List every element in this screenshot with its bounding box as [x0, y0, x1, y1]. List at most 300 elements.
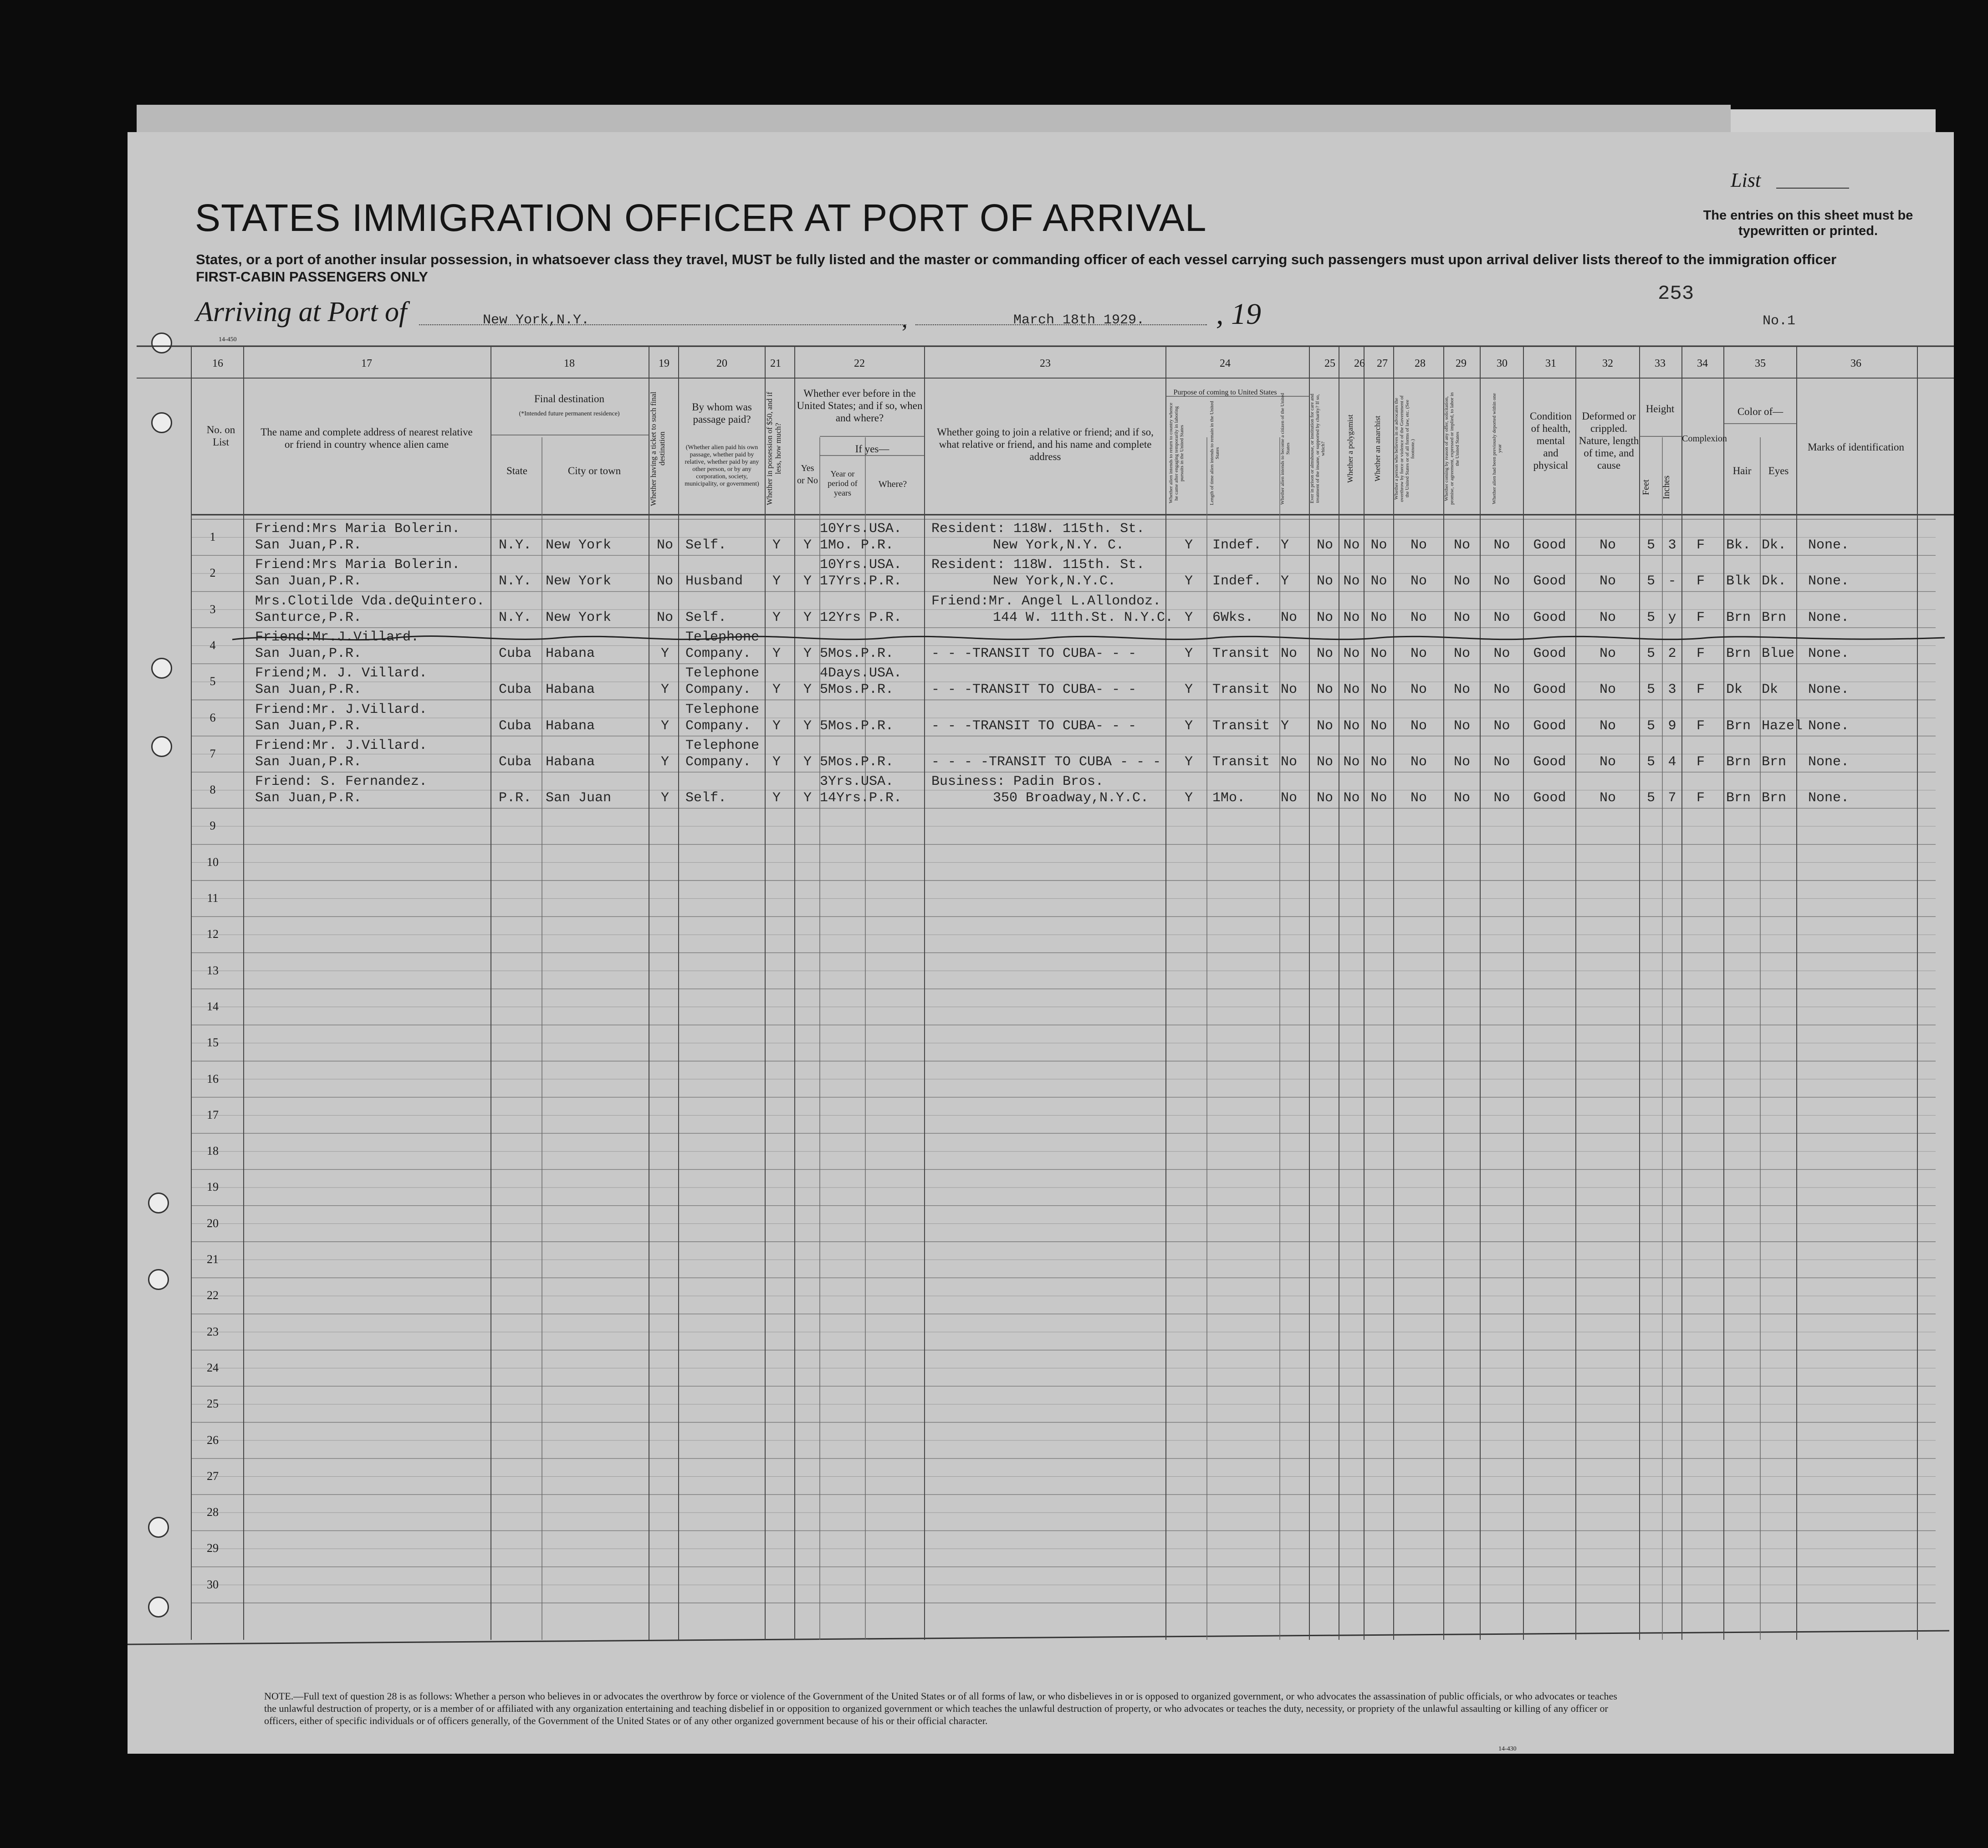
cell-b: Indef. [1212, 573, 1262, 589]
cell-a: Y [1184, 790, 1193, 806]
cell-marks: None. [1808, 645, 1850, 661]
cell-c22: Y [803, 754, 812, 770]
cell-c26: No [1343, 754, 1360, 770]
year-prefix: , 19 [1216, 297, 1261, 331]
column-number: 36 [1850, 358, 1861, 369]
cell-c30: No [1493, 682, 1510, 698]
cell-eyes: Brn [1762, 754, 1787, 770]
cell-ticket: No [656, 609, 673, 625]
cell-c28: No [1410, 682, 1427, 698]
cell-c26: No [1343, 682, 1360, 698]
cell-c32: No [1599, 790, 1616, 806]
cell-c32: No [1599, 609, 1616, 625]
cell-c31: Good [1533, 682, 1566, 698]
header-c34: Complexion [1682, 434, 1727, 444]
row-number: 15 [207, 1036, 219, 1049]
cell-paid: Telephone [685, 701, 760, 717]
cell-join1: - - -TRANSIT TO CUBA- - - [931, 718, 1137, 734]
cell-c25: No [1316, 538, 1333, 553]
cell-c30: No [1493, 718, 1510, 734]
cell-feet: 5 [1646, 609, 1655, 625]
cell-c25: No [1316, 645, 1333, 661]
cell-inches: - [1668, 573, 1676, 589]
row-number: 2 [210, 566, 216, 580]
column-number: 19 [659, 358, 669, 369]
column-number: 31 [1545, 358, 1556, 369]
header-c21: Whether in possession of $50, and if less, how much? [765, 392, 782, 506]
cell-hair: Brn [1726, 790, 1751, 806]
cell-c: No [1281, 609, 1298, 625]
cell-comp: F [1697, 573, 1705, 589]
cell-c30: No [1493, 754, 1510, 770]
cell-friend2: San Juan,P.R. [255, 573, 362, 589]
cell-a: Y [1184, 682, 1193, 698]
column-number: 18 [564, 358, 575, 369]
header-c24c: Whether alien intends to become a citizen of the United States [1280, 393, 1291, 505]
cell-paid: Self. [685, 790, 727, 806]
cell-c25: No [1316, 573, 1333, 589]
header-c35-eyes: Eyes [1768, 465, 1789, 476]
cell-c25: No [1316, 682, 1333, 698]
cell-c22: Y [803, 718, 812, 734]
cell-join2: New York,N.Y. C. [993, 538, 1124, 553]
cell-eyes: Blue [1762, 645, 1795, 661]
header-c31: Condition of health, mental and physical [1529, 410, 1572, 471]
cell-comp: F [1697, 645, 1705, 661]
cell-state: N.Y. [499, 609, 532, 625]
cell-join1: Friend:Mr. Angel L.Allondoz. [931, 593, 1161, 609]
row-number: 1 [210, 530, 216, 543]
cell-c29: No [1453, 538, 1470, 553]
cell-join2: 350 Broadway,N.Y.C. [993, 790, 1149, 806]
header-c35-hair: Hair [1732, 465, 1752, 476]
cell-friend1: Friend: S. Fernandez. [255, 774, 428, 790]
cell-b: Transit [1212, 682, 1270, 698]
cell-ticket: Y [660, 790, 669, 806]
column-number: 34 [1697, 358, 1708, 369]
cell-ticket: No [656, 573, 673, 589]
column-number: 20 [716, 358, 727, 369]
strike-through-line [232, 631, 1945, 645]
cell-c32: No [1599, 682, 1616, 698]
cell-feet: 5 [1646, 718, 1655, 734]
column-number: 35 [1755, 358, 1766, 369]
page-number: 253 [1658, 282, 1694, 305]
cell-c21: Y [772, 573, 781, 589]
header-c35: Color of— [1737, 406, 1784, 417]
cell-b: Transit [1212, 645, 1270, 661]
cell-a: Y [1184, 645, 1193, 661]
cell-friend1: Friend;M. J. Villard. [255, 665, 428, 681]
form-code: 14-450 [219, 336, 237, 343]
header-c24b: Length of time alien intends to remain in the United States [1209, 401, 1220, 506]
header-c22: Whether ever before in the United States; and if so, when and where? [797, 388, 923, 424]
cell-a: Y [1184, 538, 1193, 553]
cell-c26: No [1343, 645, 1360, 661]
cell-join1: - - -TRANSIT TO CUBA- - - [931, 682, 1137, 698]
cell-c22: Y [803, 645, 812, 661]
cell-city: New York [546, 609, 612, 625]
cell-c32: No [1599, 538, 1616, 553]
cell-friend2: Santurce,P.R. [255, 609, 362, 625]
cell-state: Cuba [499, 645, 532, 661]
row-number: 7 [210, 747, 216, 760]
cell-c26: No [1343, 790, 1360, 806]
row-number: 14 [207, 999, 219, 1013]
cell-c30: No [1493, 645, 1510, 661]
cell-c31: Good [1533, 790, 1566, 806]
separator-comma: , [902, 307, 908, 332]
cell-c31: Good [1533, 754, 1566, 770]
cell-state: N.Y. [499, 573, 532, 589]
cell-c28: No [1410, 718, 1427, 734]
cell-comp: F [1697, 718, 1705, 734]
cell-c29: No [1453, 754, 1470, 770]
cell-c32: No [1599, 645, 1616, 661]
row-number: 21 [207, 1253, 219, 1266]
cell-c32: No [1599, 573, 1616, 589]
cell-c25: No [1316, 609, 1333, 625]
cell-c28: No [1410, 609, 1427, 625]
cabin-class-text: FIRST-CABIN PASSENGERS ONLY [196, 269, 428, 285]
date-value: March 18th 1929. [1013, 312, 1145, 328]
cell-inches: 4 [1668, 754, 1676, 770]
cell-b: 1Mo. [1212, 790, 1246, 806]
cell-comp: F [1697, 538, 1705, 553]
cell-join1: Business: Padin Bros. [931, 774, 1104, 790]
cell-eyes: Dk [1762, 682, 1778, 698]
row-number: 30 [207, 1577, 219, 1591]
cell-period2: 17Yrs.P.R. [820, 573, 902, 589]
cell-c: Y [1281, 718, 1289, 734]
column-number: 17 [361, 358, 372, 369]
cell-c27: No [1370, 682, 1387, 698]
cell-friend1: Friend:Mrs Maria Bolerin. [255, 521, 460, 537]
cell-c28: No [1410, 790, 1427, 806]
cell-join1: Resident: 118W. 115th. St. [931, 521, 1145, 537]
cell-c31: Good [1533, 718, 1566, 734]
cell-b: 6Wks. [1212, 609, 1254, 625]
cell-paid2: Company. [685, 645, 751, 661]
row-number: 17 [207, 1108, 219, 1121]
cell-paid: Telephone [685, 737, 760, 753]
cell-friend1: Friend:Mrs Maria Bolerin. [255, 557, 460, 573]
cell-marks: None. [1808, 718, 1850, 734]
cell-join2: New York,N.Y.C. [993, 573, 1116, 589]
cell-friend2: San Juan,P.R. [255, 645, 362, 661]
cell-c29: No [1453, 718, 1470, 734]
arriving-label: Arriving at Port of [196, 297, 407, 328]
cell-c22: Y [803, 790, 812, 806]
cell-paid: Self. [685, 538, 727, 553]
row-number: 3 [210, 602, 216, 616]
column-number: 24 [1220, 358, 1231, 369]
row-number: 29 [207, 1541, 219, 1555]
cell-a: Y [1184, 754, 1193, 770]
cell-marks: None. [1808, 573, 1850, 589]
cell-c: Y [1281, 538, 1289, 553]
cell-c22: Y [803, 538, 812, 553]
cell-period1: 10Yrs.USA. [820, 521, 902, 537]
cell-c27: No [1370, 609, 1387, 625]
cell-inches: 7 [1668, 790, 1676, 806]
cell-feet: 5 [1646, 538, 1655, 553]
cell-friend1: Friend:Mr. J.Villard. [255, 701, 428, 717]
cell-c31: Good [1533, 573, 1566, 589]
cell-period1: 5Mos.P.R. [820, 754, 894, 770]
cell-c30: No [1493, 609, 1510, 625]
cell-friend2: San Juan,P.R. [255, 754, 362, 770]
cell-c22: Y [803, 609, 812, 625]
row-number: 28 [207, 1505, 219, 1519]
row-number: 24 [207, 1361, 219, 1374]
header-c33: Height [1646, 403, 1675, 415]
instructions-text: States, or a port of another insular possession, in whatsoever class they travel, MUST be fully listed and the master or commanding officer of each vessel carrying such passengers must upon arrival deliver lists thereof to the immigration officer [196, 251, 1837, 267]
cell-c26: No [1343, 609, 1360, 625]
cell-c31: Good [1533, 609, 1566, 625]
header-c30: Whether alien had been previously deported within one year [1492, 393, 1502, 505]
column-number: 22 [854, 358, 865, 369]
column-number: 23 [1040, 358, 1051, 369]
sheet-number: No.1 [1763, 313, 1796, 329]
cell-c27: No [1370, 718, 1387, 734]
cell-comp: F [1697, 609, 1705, 625]
cell-friend2: San Juan,P.R. [255, 682, 362, 698]
cell-b: Transit [1212, 718, 1270, 734]
header-c22-period: Year or period of years [828, 469, 858, 497]
cell-feet: 5 [1646, 790, 1655, 806]
cell-period2: 14Yrs.P.R. [820, 790, 902, 806]
cell-c25: No [1316, 790, 1333, 806]
cell-c26: No [1343, 573, 1360, 589]
cell-c27: No [1370, 645, 1387, 661]
cell-comp: F [1697, 754, 1705, 770]
row-number: 16 [207, 1072, 219, 1085]
column-number: 29 [1456, 358, 1467, 369]
cell-period1: 5Mos.P.R. [820, 645, 894, 661]
cell-c30: No [1493, 538, 1510, 553]
row-number: 26 [207, 1433, 219, 1447]
cell-city: Habana [546, 682, 595, 698]
cell-eyes: Brn [1762, 790, 1787, 806]
header-c18-note: (*Intended future permanent residence) [519, 410, 620, 417]
page-title: STATES IMMIGRATION OFFICER AT PORT OF ARRIVAL [195, 196, 1207, 239]
column-number: 26 [1354, 358, 1365, 369]
cell-state: Cuba [499, 718, 532, 734]
row-number: 22 [207, 1289, 219, 1302]
cell-inches: 3 [1668, 682, 1676, 698]
cell-hair: Brn [1726, 645, 1751, 661]
cell-c21: Y [772, 718, 781, 734]
cell-city: New York [546, 573, 612, 589]
cell-c28: No [1410, 538, 1427, 553]
cell-c28: No [1410, 645, 1427, 661]
cell-inches: y [1668, 609, 1676, 625]
cell-eyes: Brn [1762, 609, 1787, 625]
cell-comp: F [1697, 790, 1705, 806]
row-number: 12 [207, 927, 219, 941]
cell-c: No [1281, 790, 1298, 806]
cell-c22: Y [803, 573, 812, 589]
header-c25: Ever in prison or almshouse, or institution for care and treatment of the insane, or supported by charity? If so, which? [1309, 394, 1326, 504]
cell-c29: No [1453, 645, 1470, 661]
cell-eyes: Dk. [1762, 573, 1787, 589]
cell-paid: Husband [685, 573, 743, 589]
header-c24: Purpose of coming to United States [1173, 389, 1277, 396]
cell-c21: Y [772, 754, 781, 770]
header-c28: Whether a person who believes in or advocates the overthrow by force or violence of the Government of the United States or of all forms of law, etc. (See footnote.) [1394, 395, 1416, 502]
header-c32: Deformed or crippled. Nature, length of time, and cause [1579, 410, 1639, 471]
row-number: 13 [207, 963, 219, 977]
header-c23: Whether going to join a relative or friend; and if so, what relative or friend, and his name and complete address [937, 426, 1154, 462]
header-c22-yesno: Yes or No [797, 463, 818, 486]
cell-c27: No [1370, 573, 1387, 589]
header-c33-feet: Feet [1641, 479, 1651, 496]
column-number: 30 [1497, 358, 1508, 369]
cell-friend2: San Juan,P.R. [255, 790, 362, 806]
column-number: 27 [1377, 358, 1388, 369]
cell-hair: Brn [1726, 718, 1751, 734]
row-number: 8 [210, 783, 216, 797]
cell-c: No [1281, 682, 1298, 698]
row-number: 5 [210, 675, 216, 688]
cell-period1: 5Mos.P.R. [820, 718, 894, 734]
cell-period1: 3Yrs.USA. [820, 774, 894, 790]
cell-c29: No [1453, 682, 1470, 698]
cell-marks: None. [1808, 790, 1850, 806]
cell-eyes: Hazel [1762, 718, 1803, 734]
cell-c27: No [1370, 754, 1387, 770]
cell-feet: 5 [1646, 754, 1655, 770]
header-c18-state: State [506, 465, 527, 476]
cell-c: No [1281, 754, 1298, 770]
cell-ticket: No [656, 538, 673, 553]
cell-c32: No [1599, 718, 1616, 734]
cell-hair: Bk. [1726, 538, 1751, 553]
cell-friend2: San Juan,P.R. [255, 538, 362, 553]
cell-hair: Brn [1726, 754, 1751, 770]
cell-city: Habana [546, 754, 595, 770]
cell-c27: No [1370, 538, 1387, 553]
cell-period1: 10Yrs.USA. [820, 557, 902, 573]
cell-paid: Self. [685, 609, 727, 625]
cell-c28: No [1410, 754, 1427, 770]
footnote: NOTE.—Full text of question 28 is as follows: Whether a person who believes in or advocates the overthrow by force or violence of the Government of the United States or of all forms of law, or who disbelieves in or is opposed to organized government, or who advocates the assassination of public officials, or who advocates or teaches the unlawful destruction of property, or is a member of or affiliated with any organization entertaining and teaching disbelief in or opposition to organized government or which teaches the unlawful destruction of property, or who advocates or teaches the duty, necessity, or propriety of the unlawful assaulting or killing of any officer or officers, either of specific individuals or of officers generally, of the Government of the United States or of any other organized government because of his or their official character. [264, 1690, 1617, 1726]
cell-c22: Y [803, 682, 812, 698]
cell-c21: Y [772, 682, 781, 698]
cell-ticket: Y [660, 718, 669, 734]
cell-feet: 5 [1646, 682, 1655, 698]
cell-city: Habana [546, 645, 595, 661]
cell-ticket: Y [660, 754, 669, 770]
cell-c26: No [1343, 718, 1360, 734]
header-c20: By whom was passage paid? [692, 401, 752, 425]
cell-hair: Brn [1726, 609, 1751, 625]
cell-marks: None. [1808, 609, 1850, 625]
cell-feet: 5 [1646, 573, 1655, 589]
cell-state: Cuba [499, 754, 532, 770]
row-number: 9 [210, 819, 216, 833]
header-c20-note: (Whether alien paid his own passage, whether paid by relative, whether paid by any other person, or by any corporation, society, municipality, or government) [685, 444, 759, 487]
cell-c21: Y [772, 538, 781, 553]
cell-c: No [1281, 645, 1298, 661]
cell-city: New York [546, 538, 612, 553]
cell-ticket: Y [660, 682, 669, 698]
table-bottom-rule [128, 1631, 1949, 1644]
cell-b: Indef. [1212, 538, 1262, 553]
cell-c28: No [1410, 573, 1427, 589]
header-c19: Whether having a ticket to such final destination [649, 391, 666, 506]
row-number: 27 [207, 1469, 219, 1483]
header-c22-where: Where? [878, 479, 907, 489]
row-number: 4 [210, 638, 216, 652]
cell-paid: Telephone [685, 629, 760, 645]
list-label: List [1731, 169, 1761, 191]
header-c18-city: City or town [567, 465, 621, 476]
row-number: 20 [207, 1216, 219, 1230]
cell-period1: 12Yrs P.R. [820, 609, 902, 625]
cell-c30: No [1493, 573, 1510, 589]
list-note: The entries on this sheet must be typewritten or printed. [1703, 208, 1913, 238]
cell-friend1: Friend:Mr. J.Villard. [255, 737, 428, 753]
cell-period2: 1Mo. P.R. [820, 538, 894, 553]
cell-c31: Good [1533, 645, 1566, 661]
cell-marks: None. [1808, 754, 1850, 770]
cell-join1: - - - -TRANSIT TO CUBA - - - [931, 754, 1161, 770]
header-c18: Final destination [534, 393, 604, 404]
cell-friend1: Friend:Mr.J.Villard. [255, 629, 419, 645]
cell-c21: Y [772, 790, 781, 806]
cell-friend2: San Juan,P.R. [255, 718, 362, 734]
row-number: 25 [207, 1397, 219, 1411]
row-number: 19 [207, 1180, 219, 1194]
cell-friend1: Mrs.Clotilde Vda.deQuintero. [255, 593, 485, 609]
cell-inches: 2 [1668, 645, 1676, 661]
column-number: 32 [1602, 358, 1613, 369]
cell-inches: 9 [1668, 718, 1676, 734]
cell-paid: Telephone [685, 665, 760, 681]
cell-marks: None. [1808, 682, 1850, 698]
cell-c27: No [1370, 790, 1387, 806]
cell-period1: 4Days.USA. [820, 665, 902, 681]
cell-period2: 5Mos.P.R. [820, 682, 894, 698]
cell-paid2: Company. [685, 682, 751, 698]
cell-state: N.Y. [499, 538, 532, 553]
cell-c30: No [1493, 790, 1510, 806]
cell-hair: Dk [1726, 682, 1743, 698]
cell-c29: No [1453, 573, 1470, 589]
row-number: 23 [207, 1325, 219, 1338]
column-number: 28 [1415, 358, 1426, 369]
cell-a: Y [1184, 718, 1193, 734]
cell-c29: No [1453, 609, 1470, 625]
cell-c32: No [1599, 754, 1616, 770]
header-c17: The name and complete address of nearest relative or friend in country whence alien came [261, 426, 473, 450]
cell-join1: - - -TRANSIT TO CUBA- - - [931, 645, 1137, 661]
cell-feet: 5 [1646, 645, 1655, 661]
cell-comp: F [1697, 682, 1705, 698]
cell-c31: Good [1533, 538, 1566, 553]
header-c29: Whether coming by reason of any offer, solicitation, promise, or agreement, expressed or implied, to labor in the United States [1444, 392, 1460, 505]
cell-c29: No [1453, 790, 1470, 806]
cell-c: Y [1281, 573, 1289, 589]
port-value: New York,N.Y. [483, 312, 590, 328]
header-c33-inches: Inches [1661, 475, 1671, 500]
cell-paid2: Company. [685, 718, 751, 734]
column-number: 25 [1324, 358, 1335, 369]
cell-a: Y [1184, 609, 1193, 625]
row-number: 18 [207, 1144, 219, 1158]
